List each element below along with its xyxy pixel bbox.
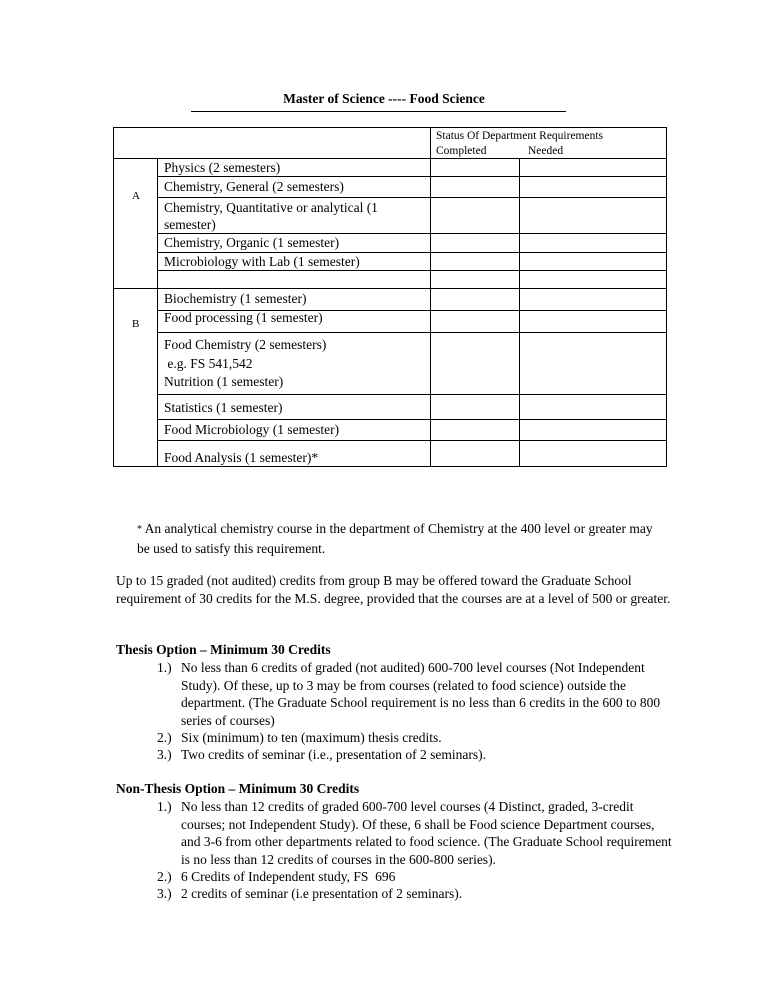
table-divider: [157, 419, 666, 420]
list-text: No less than 12 credits of graded 600-700 level courses (4 Distinct, graded, 3-credit courses; not Independent Study). Of these, 6 shall be Food science Department courses, and 3-6 from other departments related to food science. (The Graduate School requirement is no less than 12 credits of courses in the 600-800 series).: [181, 799, 672, 867]
nonthesis-heading: Non-Thesis Option – Minimum 30 Credits: [116, 781, 360, 796]
table-divider: [157, 332, 666, 333]
group-b-note: Up to 15 graded (not audited) credits from group B may be offered toward the Graduate School requirement of 30 credits for the M.S. degree, provided that the courses are at a level of 500 or greater.: [116, 573, 671, 606]
list-text: 6 Credits of Independent study, FS 696: [181, 869, 396, 884]
footnote-text: An analytical chemistry course in the department of Chemistry at the 400 level or greater may be used to satisfy this requirement.: [137, 521, 653, 556]
course-cell: Statistics (1 semester): [164, 400, 283, 415]
footnote-marker: *: [137, 524, 142, 535]
page-title: Master of Science ---- Food Science: [283, 91, 485, 106]
table-divider: [114, 288, 666, 289]
needed-header: Needed: [528, 145, 564, 157]
course-cell: Food Chemistry (2 semesters): [164, 337, 327, 352]
course-cell: Chemistry, General (2 semesters): [164, 179, 344, 194]
list-number: 2.): [157, 869, 172, 884]
requirements-table: [113, 127, 667, 467]
list-item: [157, 798, 677, 868]
list-text: 2 credits of seminar (i.e presentation of 2 seminars).: [181, 886, 463, 901]
list-item: [157, 729, 677, 747]
title-underline: [191, 111, 566, 112]
course-cell: Nutrition (1 semester): [164, 374, 284, 389]
course-cell: Chemistry, Organic (1 semester): [164, 235, 340, 250]
list-number: 3.): [157, 886, 172, 901]
group-b-label: B: [132, 318, 140, 330]
course-cell: Biochemistry (1 semester): [164, 291, 307, 306]
table-divider: [519, 159, 520, 467]
course-cell: Food processing (1 semester): [164, 310, 323, 325]
list-text: No less than 6 credits of graded (not audited) 600-700 level courses (Not Independent Study). Of these, up to 3 may be from courses (related to food science) outside the department. (The Graduate School requirement is no less than 6 credits in the 600 to 800 series of courses): [181, 660, 661, 728]
table-divider: [430, 128, 431, 467]
table-divider: [157, 270, 666, 271]
table-divider: [157, 197, 666, 198]
course-cell: Microbiology with Lab (1 semester): [164, 254, 360, 269]
course-cell: semester): [164, 217, 216, 232]
course-cell: Chemistry, Quantitative or analytical (1: [164, 200, 378, 215]
table-divider: [157, 394, 666, 395]
course-cell: e.g. FS 541,542: [164, 356, 253, 371]
list-number: 3.): [157, 747, 172, 762]
table-divider: [157, 440, 666, 441]
table-divider: [157, 176, 666, 177]
list-number: 1.): [157, 660, 172, 675]
list-number: 1.): [157, 799, 172, 814]
list-item: [157, 885, 677, 903]
group-a-label: A: [132, 190, 140, 202]
footnote: [137, 519, 657, 558]
course-cell: Physics (2 semesters): [164, 160, 281, 175]
course-cell: Food Analysis (1 semester)*: [164, 450, 319, 465]
list-item: [157, 659, 677, 729]
list-text: Six (minimum) to ten (maximum) thesis credits.: [181, 730, 442, 745]
list-item: [157, 746, 677, 764]
table-divider: [157, 159, 158, 467]
status-header: Status Of Department Requirements: [436, 130, 604, 142]
list-item: [157, 868, 677, 886]
thesis-heading: Thesis Option – Minimum 30 Credits: [116, 642, 331, 657]
course-cell: Food Microbiology (1 semester): [164, 422, 340, 437]
completed-header: Completed: [436, 145, 487, 157]
list-text: Two credits of seminar (i.e., presentation of 2 seminars).: [181, 747, 486, 762]
list-number: 2.): [157, 730, 172, 745]
